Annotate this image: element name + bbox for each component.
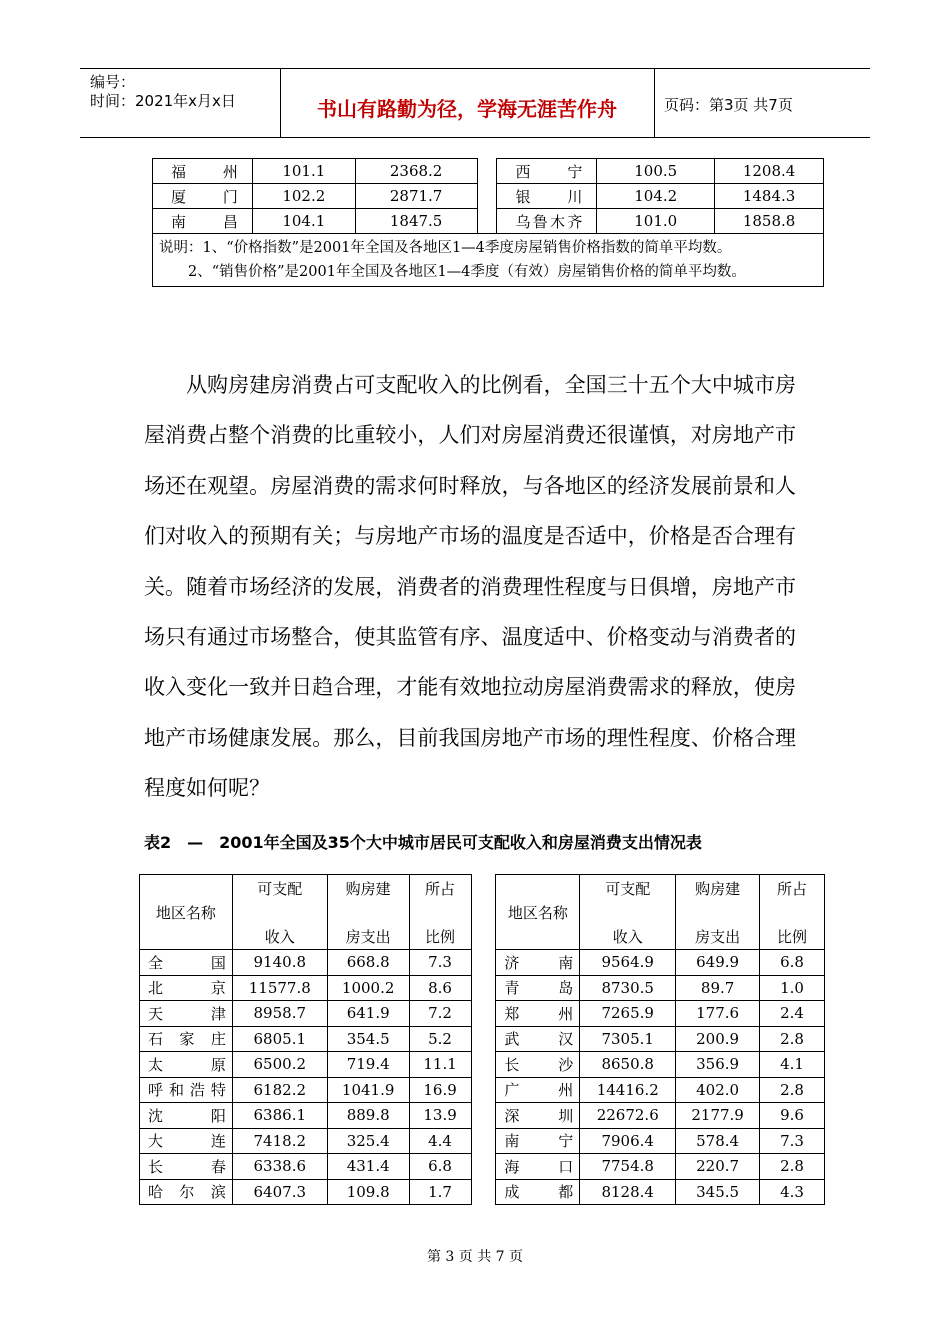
value-cell: 889.8	[327, 1103, 409, 1129]
value-cell: 7.3	[760, 1128, 825, 1154]
value-cell: 177.6	[676, 1001, 760, 1027]
header-region: 地区名称	[496, 875, 580, 950]
region-cell: 济 南	[496, 950, 580, 976]
paragraph: 从购房建房消费占可支配收入的比例看，全国三十五个大中城市房屋消费占整个消费的比重较小，人们对房屋消费还很谨慎，对房地产市场还在观望。房屋消费的需求何时释放，与各地区的经济发展前景和人们对收入的预期有关；与房地产市场的温度是否适中，价格是否合理有关。随着市场经济的发展，消费者的消费理性程度与日俱增，房地产市场只有通过市场整合，使其监管有序、温度适中、价格变动与消费者的收入变化一致并日趋合理，才能有效地拉动房屋消费需求的释放，使房地产市场健康发展。那么，目前我国房地产市场的理性程度、价格合理程度如何呢？	[144, 373, 796, 801]
table-gap	[471, 875, 496, 950]
value-cell: 6407.3	[232, 1179, 327, 1205]
value-cell: 1858.8	[715, 209, 824, 234]
value-cell: 6.8	[409, 1154, 471, 1180]
table-gap	[471, 1154, 496, 1180]
value-cell: 8128.4	[580, 1179, 676, 1205]
value-cell: 2.8	[760, 1154, 825, 1180]
region-cell: 大 连	[140, 1128, 233, 1154]
value-cell: 8958.7	[232, 1001, 327, 1027]
value-cell: 402.0	[676, 1077, 760, 1103]
value-cell: 200.9	[676, 1026, 760, 1052]
doc-date: 时间：2021年x月x日	[90, 92, 236, 110]
value-cell: 431.4	[327, 1154, 409, 1180]
value-cell: 6805.1	[232, 1026, 327, 1052]
region-cell: 武 汉	[496, 1026, 580, 1052]
value-cell: 2.8	[760, 1026, 825, 1052]
table-gap	[477, 159, 497, 184]
table-gap	[477, 209, 497, 234]
region-cell: 天 津	[140, 1001, 233, 1027]
table-row	[153, 184, 824, 209]
value-cell: 6.8	[760, 950, 825, 976]
value-cell: 9140.8	[232, 950, 327, 976]
value-cell: 13.9	[409, 1103, 471, 1129]
value-cell: 6182.2	[232, 1077, 327, 1103]
value-cell: 325.4	[327, 1128, 409, 1154]
value-cell: 1041.9	[327, 1077, 409, 1103]
table-gap	[471, 975, 496, 1001]
value-cell: 102.2	[252, 184, 355, 209]
value-cell: 8650.8	[580, 1052, 676, 1078]
table-note	[153, 234, 824, 287]
region-cell: 北 京	[140, 975, 233, 1001]
table-gap	[477, 184, 497, 209]
value-cell: 16.9	[409, 1077, 471, 1103]
table-gap	[471, 1026, 496, 1052]
header-ratio: 所占 比例	[760, 875, 825, 950]
region-cell: 沈 阳	[140, 1103, 233, 1129]
region-cell: 长 沙	[496, 1052, 580, 1078]
table-row	[140, 1001, 825, 1027]
region-cell: 郑 州	[496, 1001, 580, 1027]
value-cell: 109.8	[327, 1179, 409, 1205]
value-cell: 22672.6	[580, 1103, 676, 1129]
table-gap	[471, 1179, 496, 1205]
table-header-row	[140, 875, 825, 950]
table-row	[140, 1154, 825, 1180]
value-cell: 2.8	[760, 1077, 825, 1103]
region-cell: 青 岛	[496, 975, 580, 1001]
note-1: 说明：1、“价格指数”是2001年全国及各地区1—4季度房屋销售价格指数的简单平均数。	[159, 240, 732, 256]
value-cell: 345.5	[676, 1179, 760, 1205]
table-gap	[471, 950, 496, 976]
value-cell: 89.7	[676, 975, 760, 1001]
page-header	[80, 68, 870, 138]
doc-number-label: 编号：	[90, 73, 136, 91]
value-cell: 7906.4	[580, 1128, 676, 1154]
table-gap	[471, 1001, 496, 1027]
table-gap	[471, 1103, 496, 1129]
value-cell: 578.4	[676, 1128, 760, 1154]
value-cell: 104.1	[252, 209, 355, 234]
value-cell: 9.6	[760, 1103, 825, 1129]
region-cell: 长 春	[140, 1154, 233, 1180]
value-cell: 668.8	[327, 950, 409, 976]
region-cell: 石家庄	[140, 1026, 233, 1052]
value-cell: 649.9	[676, 950, 760, 976]
value-cell: 4.1	[760, 1052, 825, 1078]
value-cell: 1.7	[409, 1179, 471, 1205]
header-housing: 购房建 房支出	[676, 875, 760, 950]
value-cell: 2368.2	[355, 159, 477, 184]
header-income: 可支配 收入	[232, 875, 327, 950]
region-cell: 深 圳	[496, 1103, 580, 1129]
table-row	[153, 209, 824, 234]
note-2: 2、“销售价格”是2001年全国及各地区1—4季度（有效）房屋销售价格的简单平均数。	[188, 264, 746, 280]
table-row	[140, 1103, 825, 1129]
value-cell: 104.2	[597, 184, 715, 209]
city-cell: 福 州	[153, 159, 253, 184]
table-row	[140, 975, 825, 1001]
header-divider	[654, 69, 655, 137]
region-cell: 广 州	[496, 1077, 580, 1103]
region-cell: 全 国	[140, 950, 233, 976]
value-cell: 6500.2	[232, 1052, 327, 1078]
value-cell: 5.2	[409, 1026, 471, 1052]
value-cell: 2177.9	[676, 1103, 760, 1129]
table-gap	[471, 1052, 496, 1078]
region-cell: 南 宁	[496, 1128, 580, 1154]
value-cell: 8.6	[409, 975, 471, 1001]
table-gap	[471, 1077, 496, 1103]
table-row	[140, 1026, 825, 1052]
table-gap	[471, 1128, 496, 1154]
value-cell: 7265.9	[580, 1001, 676, 1027]
price-index-table	[152, 158, 824, 287]
value-cell: 220.7	[676, 1154, 760, 1180]
value-cell: 14416.2	[580, 1077, 676, 1103]
value-cell: 719.4	[327, 1052, 409, 1078]
value-cell: 1208.4	[715, 159, 824, 184]
region-cell: 海 口	[496, 1154, 580, 1180]
value-cell: 6386.1	[232, 1103, 327, 1129]
city-cell: 乌鲁木齐	[497, 209, 597, 234]
value-cell: 1.0	[760, 975, 825, 1001]
region-cell: 呼和浩特	[140, 1077, 233, 1103]
city-cell: 银 川	[497, 184, 597, 209]
value-cell: 354.5	[327, 1026, 409, 1052]
value-cell: 641.9	[327, 1001, 409, 1027]
value-cell: 101.1	[252, 159, 355, 184]
table-row	[140, 1077, 825, 1103]
value-cell: 9564.9	[580, 950, 676, 976]
value-cell: 1847.5	[355, 209, 477, 234]
table2-caption: 表2 — 2001年全国及35个大中城市居民可支配收入和房屋消费支出情况表	[144, 833, 702, 852]
header-housing: 购房建 房支出	[327, 875, 409, 950]
value-cell: 1484.3	[715, 184, 824, 209]
value-cell: 2.4	[760, 1001, 825, 1027]
value-cell: 2871.7	[355, 184, 477, 209]
value-cell: 7.3	[409, 950, 471, 976]
value-cell: 6338.6	[232, 1154, 327, 1180]
value-cell: 7.2	[409, 1001, 471, 1027]
value-cell: 4.4	[409, 1128, 471, 1154]
value-cell: 11577.8	[232, 975, 327, 1001]
region-cell: 成 都	[496, 1179, 580, 1205]
region-cell: 太 原	[140, 1052, 233, 1078]
header-meta	[90, 73, 236, 111]
header-motto: 书山有路勤为径，学海无涯苦作舟	[317, 97, 617, 121]
page-footer: 第 3 页 共 7 页	[426, 1249, 524, 1265]
table-row	[140, 1052, 825, 1078]
header-region: 地区名称	[140, 875, 233, 950]
city-cell: 南 昌	[153, 209, 253, 234]
table-row	[140, 1128, 825, 1154]
value-cell: 356.9	[676, 1052, 760, 1078]
value-cell: 8730.5	[580, 975, 676, 1001]
table-row	[140, 950, 825, 976]
value-cell: 101.0	[597, 209, 715, 234]
header-income: 可支配 收入	[580, 875, 676, 950]
value-cell: 7305.1	[580, 1026, 676, 1052]
body-text	[144, 360, 796, 814]
value-cell: 4.3	[760, 1179, 825, 1205]
header-ratio: 所占 比例	[409, 875, 471, 950]
value-cell: 1000.2	[327, 975, 409, 1001]
city-cell: 厦 门	[153, 184, 253, 209]
value-cell: 7754.8	[580, 1154, 676, 1180]
table-row	[140, 1179, 825, 1205]
value-cell: 11.1	[409, 1052, 471, 1078]
value-cell: 7418.2	[232, 1128, 327, 1154]
city-cell: 西 宁	[497, 159, 597, 184]
value-cell: 100.5	[597, 159, 715, 184]
header-page-info: 页码：第3页 共7页	[664, 96, 793, 114]
table-row	[153, 159, 824, 184]
region-cell: 哈尔滨	[140, 1179, 233, 1205]
income-housing-table	[139, 874, 825, 1205]
